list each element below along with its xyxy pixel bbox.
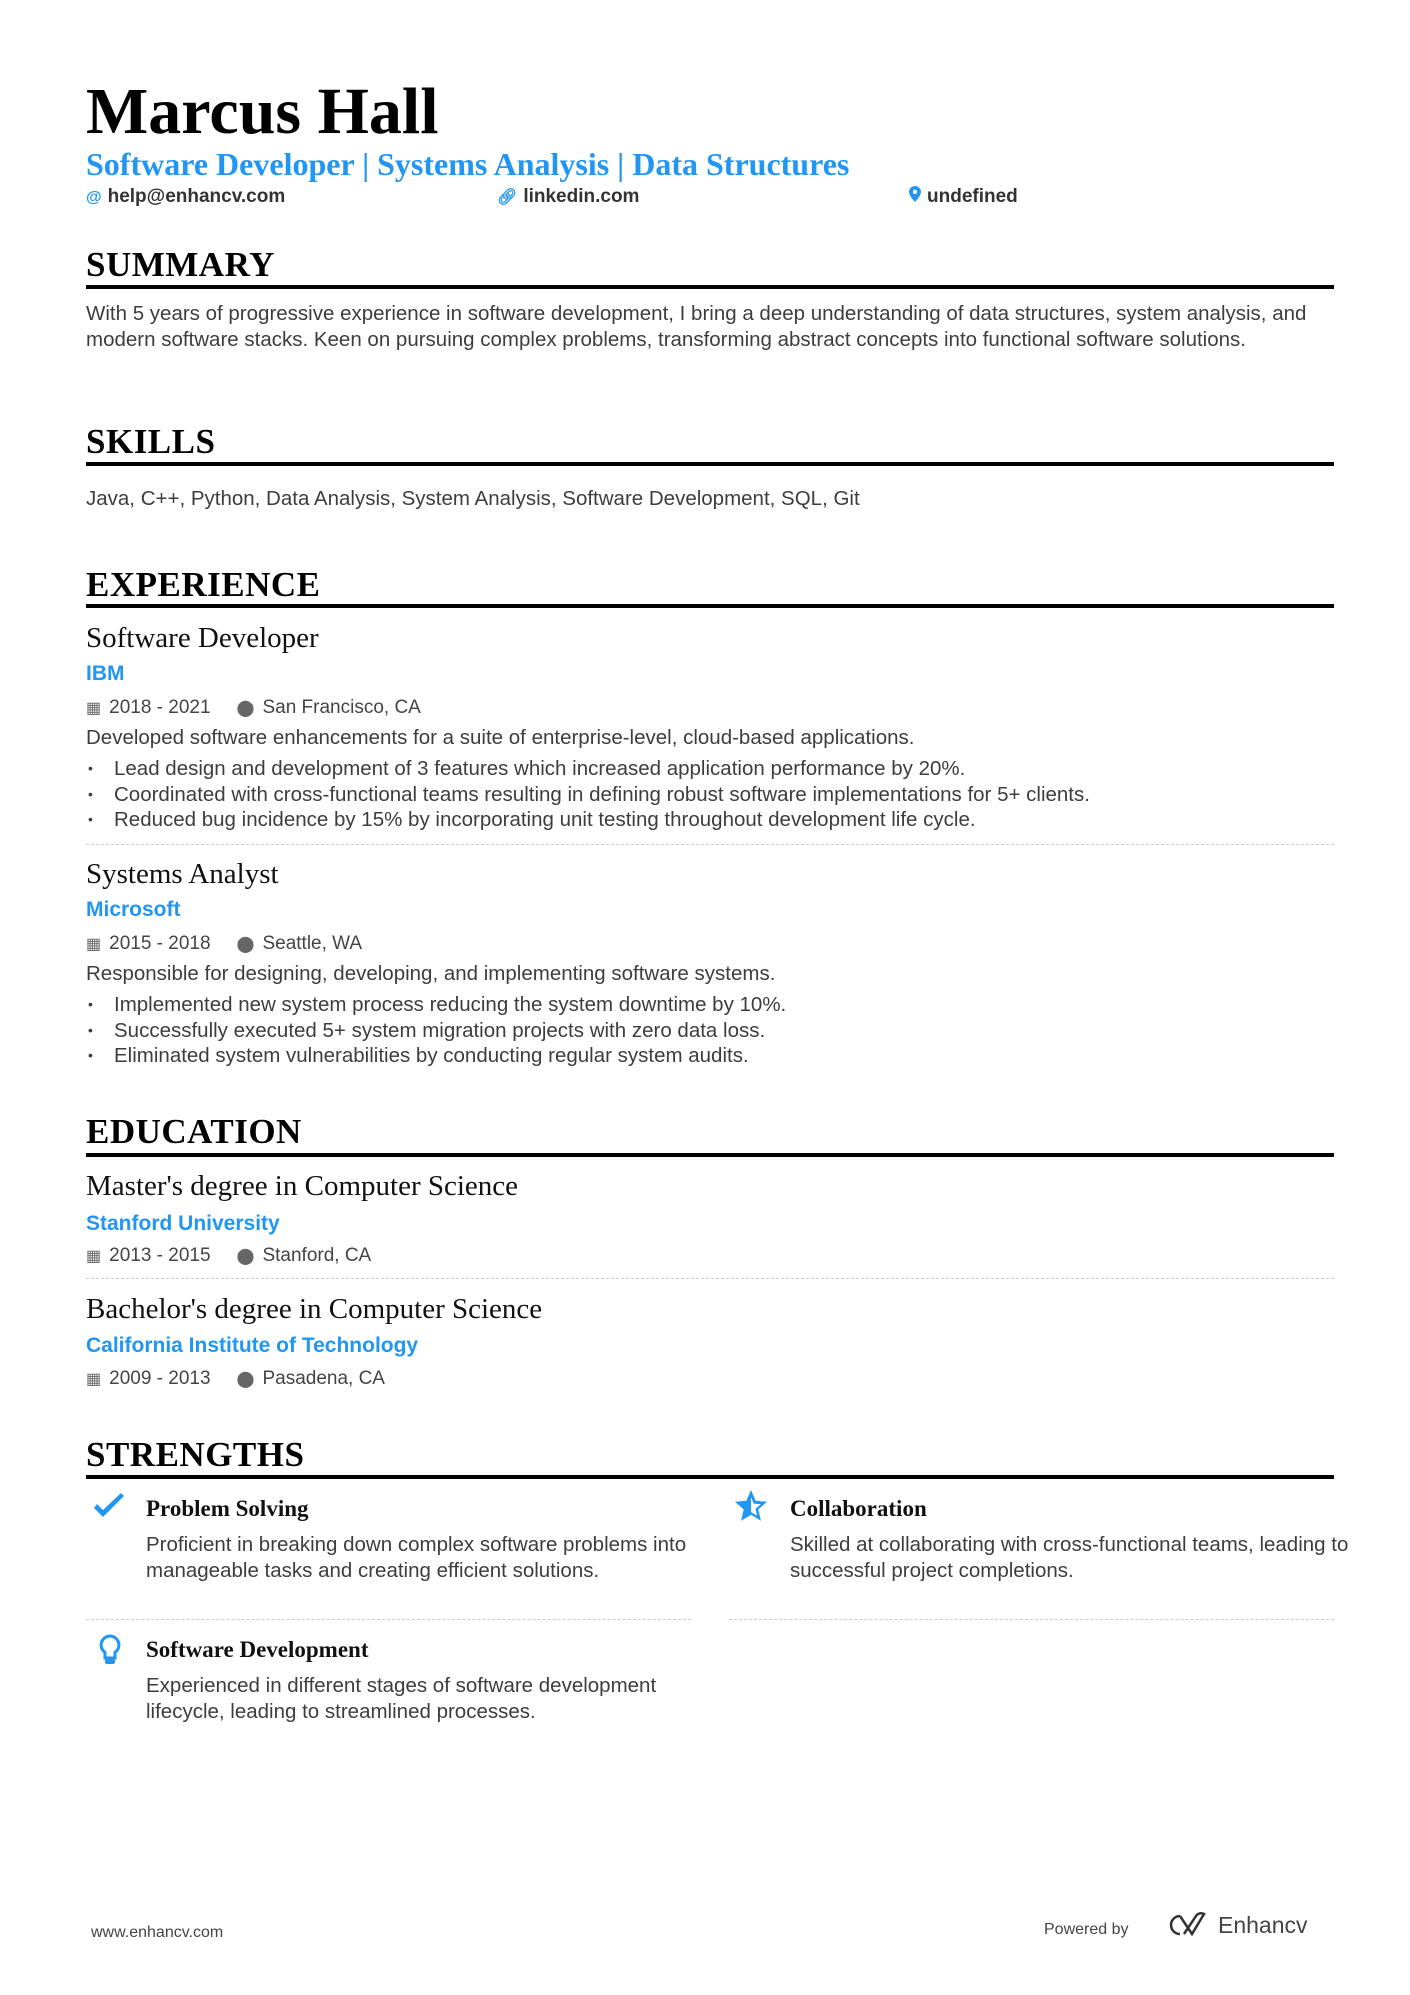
calendar-icon: ▦ <box>86 1248 102 1265</box>
job-location: San Francisco, CA <box>262 697 421 718</box>
education-location: Pasadena, CA <box>262 1368 385 1389</box>
section-divider <box>86 1475 1334 1479</box>
section-heading-education: EDUCATION <box>86 1112 302 1151</box>
location-pin-icon: ⬤ <box>236 936 255 953</box>
bullet-item: • Successfully executed 5+ system migration projects with zero data loss. <box>86 1018 1336 1044</box>
education-meta <box>86 1244 371 1269</box>
section-divider <box>86 285 1334 289</box>
bullet-item: • Implemented new system process reducing the system downtime by 10%. <box>86 992 1336 1018</box>
education-location: Stanford, CA <box>262 1245 372 1266</box>
location-pin-icon: ⬤ <box>236 1248 255 1265</box>
skills-text: Java, C++, Python, Data Analysis, System Analysis, Software Development, SQL, Git <box>86 487 860 510</box>
job-dates: 2015 - 2018 <box>109 933 211 954</box>
section-heading-strengths: STRENGTHS <box>86 1435 305 1474</box>
strength-description: Experienced in different stages of software development lifecycle, leading to streamlined processes. <box>146 1674 657 1723</box>
section-heading-skills: SKILLS <box>86 422 216 461</box>
lightbulb-icon <box>92 1633 128 1669</box>
calendar-icon: ▦ <box>86 936 102 953</box>
section-heading-summary: SUMMARY <box>86 245 275 284</box>
job-description: Developed software enhancements for a suite of enterprise-level, cloud-based applications. <box>86 726 915 749</box>
job-description: Responsible for designing, developing, and implementing software systems. <box>86 962 776 985</box>
degree: Master's degree in Computer Science <box>86 1170 519 1202</box>
job-bullets <box>86 992 1336 1069</box>
location-pin-icon <box>909 189 921 206</box>
job-location: Seattle, WA <box>262 933 363 954</box>
bullet-item: • Eliminated system vulnerabilities by conducting regular system audits. <box>86 1043 1336 1069</box>
education-meta <box>86 1367 385 1392</box>
education-dates: 2013 - 2015 <box>109 1245 211 1266</box>
enhancv-logo[interactable] <box>1162 1910 1308 1940</box>
bullet-item: • Lead design and development of 3 features which increased application performance by 20%. <box>86 756 1336 782</box>
strength-title: Software Development <box>146 1637 369 1662</box>
enhancv-brand: Enhancv <box>1218 1911 1308 1938</box>
job-bullets <box>86 756 1336 833</box>
powered-by-label: Powered by <box>1044 1921 1129 1938</box>
contact-location <box>909 185 1018 210</box>
entry-divider <box>729 1619 1334 1620</box>
candidate-title: Software Developer | Systems Analysis | Data Structures <box>86 146 850 182</box>
company-name: Microsoft <box>86 898 181 921</box>
job-meta <box>86 932 362 957</box>
company-name: IBM <box>86 662 125 685</box>
checkmark-icon <box>91 1490 127 1526</box>
enhancv-logo-icon <box>1162 1910 1210 1940</box>
school-name: Stanford University <box>86 1212 280 1235</box>
footer-website[interactable]: www.enhancv.com <box>91 1924 224 1941</box>
degree: Bachelor's degree in Computer Science <box>86 1293 543 1325</box>
section-divider <box>86 462 1334 466</box>
contact-linkedin-text: linkedin.com <box>523 186 640 207</box>
candidate-name: Marcus Hall <box>86 75 439 148</box>
education-dates: 2009 - 2013 <box>109 1368 211 1389</box>
entry-divider <box>86 844 1334 845</box>
strength-title: Problem Solving <box>146 1496 309 1521</box>
section-divider <box>86 604 1334 608</box>
bullet-item: • Coordinated with cross-functional teams resulting in defining robust software implementations for 5+ clients. <box>86 782 1336 808</box>
bullet-item: • Reduced bug incidence by 15% by incorporating unit testing throughout development life cycle. <box>86 807 1336 833</box>
strength-description: Skilled at collaborating with cross-functional teams, leading to successful project completions. <box>790 1533 1349 1582</box>
section-divider <box>86 1153 1334 1157</box>
summary-text: With 5 years of progressive experience in software development, I bring a deep understanding of data structures, system analysis, and modern software stacks. Keen on pursuing complex problems, transforming abstract concepts into functional software solutions. <box>86 302 1307 351</box>
entry-divider <box>86 1619 691 1620</box>
job-title: Systems Analyst <box>86 858 279 890</box>
contact-email[interactable] <box>86 185 285 210</box>
school-name: California Institute of Technology <box>86 1334 419 1357</box>
job-title: Software Developer <box>86 622 319 654</box>
star-icon <box>733 1488 769 1524</box>
calendar-icon: ▦ <box>86 1371 102 1388</box>
at-icon: @ <box>86 189 102 206</box>
job-dates: 2018 - 2021 <box>109 697 211 718</box>
strength-description: Proficient in breaking down complex software problems into manageable tasks and creating efficient solutions. <box>146 1533 687 1582</box>
entry-divider <box>86 1278 1334 1279</box>
contact-linkedin[interactable] <box>497 185 639 210</box>
job-meta <box>86 696 421 721</box>
calendar-icon: ▦ <box>86 700 102 717</box>
contact-location-text: undefined <box>927 186 1018 207</box>
link-icon: 🔗︎ <box>497 189 518 206</box>
location-pin-icon: ⬤ <box>236 700 255 717</box>
contact-email-text: help@enhancv.com <box>107 186 286 207</box>
strength-title: Collaboration <box>790 1496 927 1521</box>
section-heading-experience: EXPERIENCE <box>86 565 321 604</box>
location-pin-icon: ⬤ <box>236 1371 255 1388</box>
